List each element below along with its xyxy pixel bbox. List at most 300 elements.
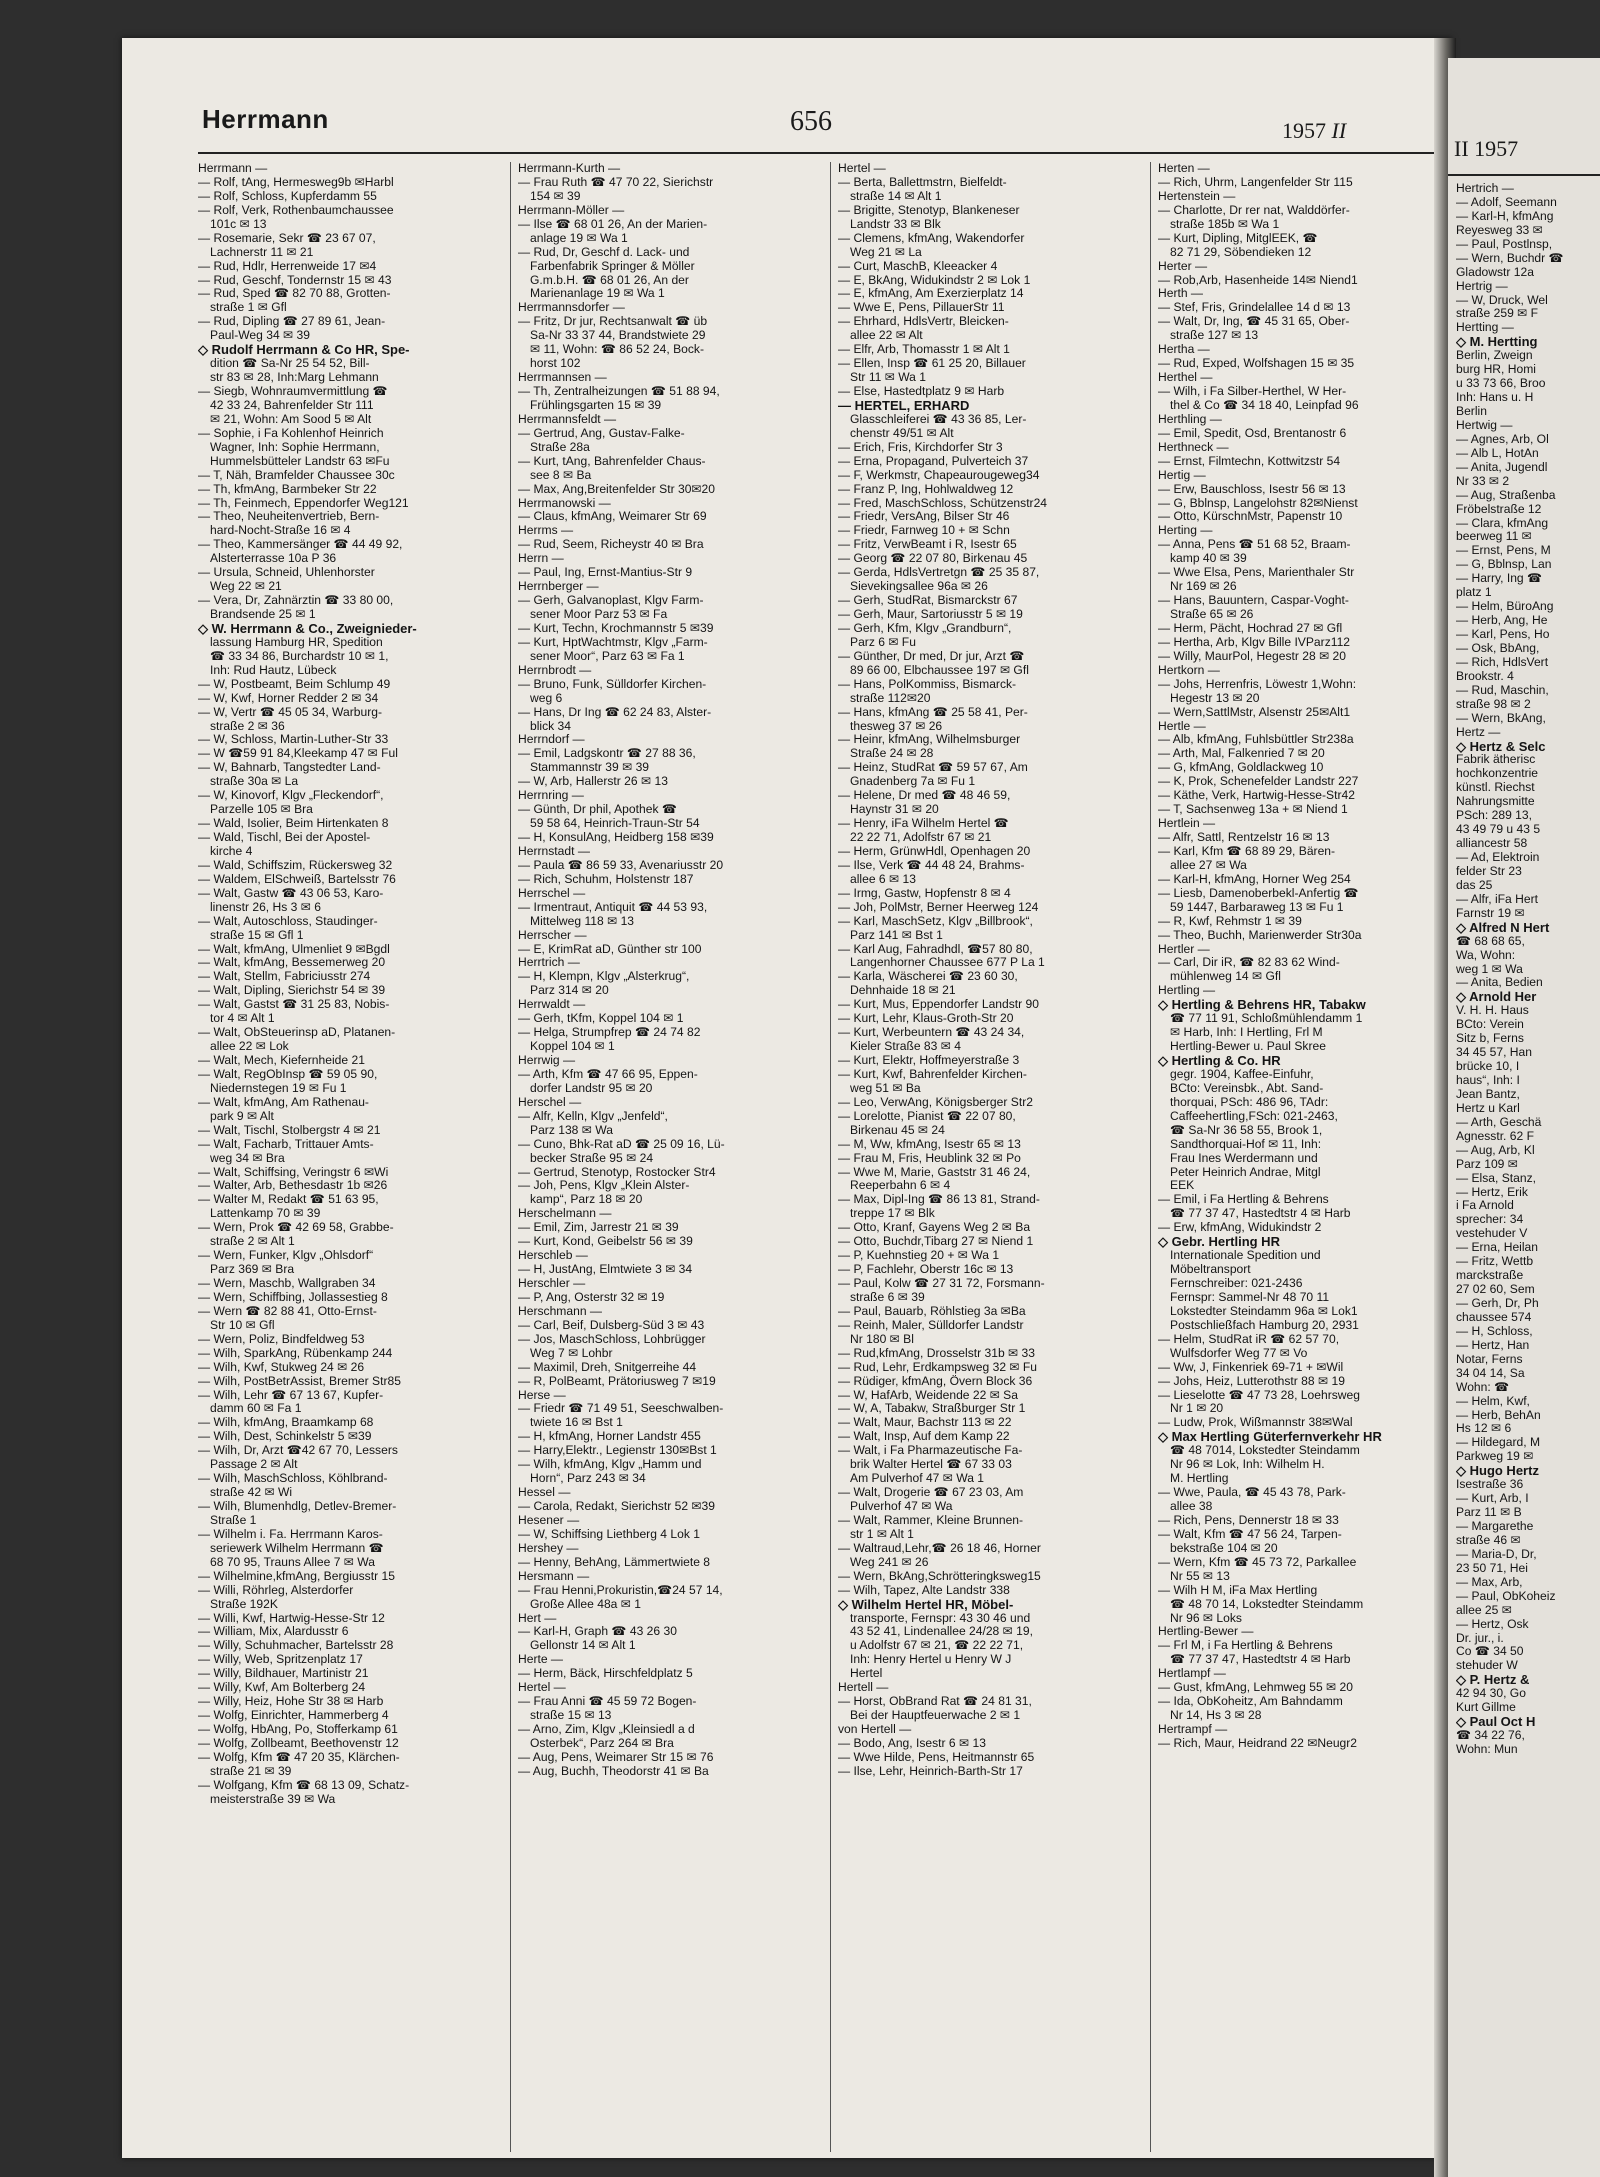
- directory-line: ☎ 33 34 86, Burchardstr 10 ✉ 1,: [210, 649, 389, 663]
- directory-line: EEK: [1170, 1179, 1195, 1193]
- directory-line: — Charlotte, Dr rer nat, Walddörfer-: [1158, 203, 1350, 217]
- directory-line: — Alb L, HotAn: [1456, 446, 1539, 460]
- directory-line: — Kurt, Kond, Geibelstr 56 ✉ 39: [518, 1235, 693, 1249]
- directory-line: — R, Kwf, Rehmstr 1 ✉ 39: [1158, 914, 1302, 928]
- directory-line: — Kurt, Werbeuntern ☎ 43 24 34,: [838, 1026, 1025, 1040]
- directory-line: Parz 314 ✉ 20: [530, 984, 609, 998]
- directory-line: — Frl M, i Fa Hertling & Behrens: [1158, 1639, 1333, 1653]
- directory-line: hard-Nocht-Straße 16 ✉ 4: [210, 524, 351, 538]
- directory-line: — Rolf, Verk, Rothenbaumchaussee: [198, 203, 394, 217]
- directory-line: — Curt, MaschB, Kleeacker 4: [838, 259, 998, 273]
- directory-line: Glasschleiferei ☎ 43 36 85, Ler-: [850, 412, 1027, 426]
- directory-line: — Karla, Wäscherei ☎ 23 60 30,: [838, 970, 1018, 984]
- directory-line: anlage 19 ✉ Wa 1: [530, 231, 628, 245]
- directory-line: 43 52 41, Lindenallee 24/28 ✉ 19,: [850, 1625, 1033, 1639]
- directory-line: allee 22 ✉ Lok: [210, 1040, 289, 1054]
- directory-line: Langenhorner Chaussee 677 P La 1: [850, 956, 1045, 970]
- directory-line: straße 2 ✉ Alt 1: [210, 1235, 295, 1249]
- directory-line: — Karl Aug, Fahradhdl, ☎57 80 80,: [838, 942, 1033, 956]
- directory-line: Herrndorf —: [518, 733, 585, 747]
- directory-line: — Hans, PolKommiss, Bismarck-: [838, 677, 1017, 691]
- directory-line: Hertrich —: [1456, 182, 1514, 195]
- directory-line: — Rich, Uhrm, Langenfelder Str 115: [1158, 175, 1353, 189]
- directory-line: Brandsende 25 ✉ 1: [210, 608, 316, 621]
- directory-line: — Carola, Redakt, Sierichstr 52 ✉39: [518, 1500, 715, 1513]
- directory-line: — Georg ☎ 22 07 80, Birkenau 45: [838, 552, 1028, 566]
- directory-line: — Gertrud, Stenotyp, Rostocker Str4: [518, 1165, 716, 1179]
- directory-line: — Stef, Fris, Grindelallee 14 d ✉ 13: [1158, 301, 1351, 315]
- directory-line: — Arth, Geschä: [1456, 1115, 1542, 1129]
- directory-line: Jean Bantz,: [1456, 1087, 1520, 1101]
- directory-column-2: [518, 162, 822, 2152]
- directory-line: Möbeltransport: [1170, 1263, 1251, 1277]
- directory-line: Sa-Nr 33 37 44, Brandstwiete 29: [530, 329, 706, 343]
- directory-line: Notar, Ferns: [1456, 1352, 1523, 1366]
- directory-line: Internationale Spedition und: [1170, 1249, 1321, 1263]
- directory-line: — Bruno, Funk, Sülldorfer Kirchen-: [518, 677, 707, 691]
- directory-line: bekstraße 104 ✉ 20: [1170, 1541, 1278, 1555]
- directory-line: — Wilhelm i. Fa. Herrmann Karos-: [198, 1527, 383, 1541]
- directory-line: Inh: Rud Hautz, Lübeck: [210, 663, 337, 677]
- directory-line: Hertell —: [838, 1681, 889, 1695]
- directory-line: — Berta, Ballettmstrn, Bielfeldt-: [838, 175, 1007, 189]
- directory-line: — R, PolBeamt, Prätoriusweg 7 ✉19: [518, 1374, 716, 1388]
- directory-line: — Hertz, Han: [1456, 1338, 1530, 1352]
- directory-line: Herte —: [518, 1653, 564, 1667]
- directory-line: — Hertz, Erik: [1456, 1185, 1528, 1199]
- directory-line: straße 1 ✉ Gfl: [210, 301, 287, 315]
- directory-line: — Kurt, Mus, Eppendorfer Landstr 90: [838, 998, 1039, 1012]
- directory-line: — Rud, Exped, Wolfshagen 15 ✉ 35: [1158, 357, 1355, 371]
- directory-line: Herthel —: [1158, 371, 1213, 385]
- directory-line: allee 27 ✉ Wa: [1170, 858, 1247, 872]
- directory-line: — Wilh, kfmAng, Braamkamp 68: [198, 1416, 374, 1430]
- directory-line: becker Straße 95 ✉ 24: [530, 1151, 654, 1165]
- directory-line: Herrmann-Möller —: [518, 203, 625, 217]
- directory-line: — P, Kuehnstieg 20 + ✉ Wa 1: [838, 1249, 1000, 1263]
- header-rule: [198, 152, 1514, 154]
- directory-line: — Waltraud,Lehr,☎ 26 18 46, Horner: [838, 1541, 1041, 1555]
- directory-line: — Karl-H, kfmAng: [1456, 209, 1554, 223]
- directory-line: — Siegb, Wohnraumvermittlung ☎: [198, 385, 388, 398]
- directory-line: 23 50 71, Hei: [1456, 1561, 1528, 1575]
- directory-line: ◇ Hugo Hertz: [1456, 1464, 1539, 1479]
- directory-line: — Else, Hastedtplatz 9 ✉ Harb: [838, 385, 1005, 398]
- directory-line: 154 ✉ 39: [530, 189, 581, 203]
- directory-line: straße 42 ✉ Wi: [210, 1486, 293, 1500]
- directory-line: — Kurt, Techn, Krochmannstr 5 ✉39: [518, 621, 714, 635]
- directory-line: — Willy, Heiz, Hohe Str 38 ✉ Harb: [198, 1695, 384, 1709]
- directory-line: sprecher: 34: [1456, 1213, 1524, 1227]
- directory-line: — William, Mix, Alardusstr 6: [198, 1625, 349, 1639]
- directory-line: — Max, Dipl-Ing ☎ 86 13 81, Strand-: [838, 1193, 1040, 1207]
- directory-line: — Kurt, Kwf, Bahrenfelder Kirchen-: [838, 1067, 1027, 1081]
- directory-line: Herschleb —: [518, 1249, 588, 1263]
- directory-line: Sievekingsallee 96a ✉ 26: [850, 580, 988, 594]
- directory-line: — Wern, Funker, Klgv „Ohlsdorf“: [198, 1249, 374, 1263]
- directory-line: Parz 11 ✉ B: [1456, 1506, 1522, 1520]
- directory-line: — W, Schloss, Martin-Luther-Str 33: [198, 733, 389, 747]
- directory-line: Lattenkamp 70 ✉ 39: [210, 1207, 321, 1221]
- directory-line: ◇ Alfred N Hert: [1456, 920, 1550, 935]
- directory-line: — P, Ang, Osterstr 32 ✉ 19: [518, 1290, 665, 1304]
- directory-line: Herrscher —: [518, 928, 587, 942]
- directory-line: — T, Näh, Bramfelder Chaussee 30c: [198, 468, 395, 482]
- directory-line: ◇ M. Hertting: [1456, 335, 1538, 350]
- directory-line: — Maria-D, Dr,: [1456, 1547, 1537, 1561]
- directory-line: — Karl, Kfm ☎ 68 89 29, Bären-: [1158, 844, 1336, 858]
- directory-line: — H, kfmAng, Horner Landstr 455: [518, 1430, 701, 1444]
- directory-line: thel & Co ☎ 34 18 40, Leinpfad 96: [1170, 398, 1359, 412]
- directory-line: — Walt, Gastw ☎ 43 06 53, Karo-: [198, 886, 384, 900]
- directory-line: — Herm, GrünwHdl, Openhagen 20: [838, 844, 1031, 858]
- directory-line: marckstraße: [1456, 1269, 1524, 1283]
- directory-line: — Rüdiger, kfmAng, Övern Block 36: [838, 1374, 1033, 1388]
- directory-line: Hersmann —: [518, 1569, 590, 1583]
- directory-line: — Gerh, Dr, Ph: [1456, 1297, 1539, 1310]
- directory-line: — Helm, Kwf,: [1456, 1394, 1530, 1408]
- directory-line: Herrschel —: [518, 886, 586, 900]
- directory-line: — Adolf, Seemann: [1456, 195, 1557, 209]
- directory-line: sener Moor“, Parz 63 ✉ Fa 1: [530, 649, 685, 663]
- directory-line: — Kurt, tAng, Bahrenfelder Chaus-: [518, 454, 706, 468]
- directory-line: — Wald, Tischl, Bei der Apostel-: [198, 831, 371, 844]
- directory-line: str 83 ✉ 28, Inh:Marg Lehmann: [210, 371, 379, 385]
- directory-line: künstl. Riechst: [1456, 781, 1535, 795]
- directory-line: straße 6 ✉ 39: [850, 1290, 925, 1304]
- directory-line: u 33 73 66, Broo: [1456, 377, 1546, 391]
- directory-line: Hertler —: [1158, 942, 1210, 956]
- directory-line: — Walt, Rammer, Kleine Brunnen-: [838, 1513, 1024, 1527]
- directory-line: Hertenstein —: [1158, 189, 1236, 203]
- directory-line: Paul-Weg 34 ✉ 39: [210, 329, 310, 343]
- directory-line: ◇ Max Hertling Güterfernverkehr HR: [1158, 1430, 1382, 1445]
- directory-line: — W, Postbeamt, Beim Schlump 49: [198, 677, 391, 691]
- directory-line: Straße 28a: [530, 440, 590, 454]
- directory-line: — Gerh, Kfm, Klgv „Grandburn“,: [838, 621, 1012, 635]
- directory-line: — Hans, Dr Ing ☎ 62 24 83, Alster-: [518, 705, 712, 719]
- directory-line: Herrmann-Kurth —: [518, 162, 621, 175]
- directory-line: — Anita, Bedien: [1456, 976, 1543, 990]
- directory-line: — Willy, MaurPol, Hegestr 28 ✉ 20: [1158, 649, 1347, 663]
- directory-line: — W ☎59 91 84,Kleekamp 47 ✉ Ful: [198, 747, 398, 761]
- directory-line: — Kurt, Elektr, Hoffmeyerstraße 3: [838, 1054, 1020, 1067]
- directory-line: Inh: Hans u. H: [1456, 391, 1534, 405]
- directory-line: — Paula ☎ 86 59 33, Avenariusstr 20: [518, 858, 724, 872]
- directory-line: beerweg 11 ✉: [1456, 530, 1532, 544]
- directory-line: — Frau Henni,Prokuristin,☎24 57 14,: [518, 1583, 723, 1597]
- directory-line: — Herm, Pächt, Hochrad 27 ✉ Gfl: [1158, 621, 1343, 635]
- directory-line: seriewerk Wilhelm Herrmann ☎: [210, 1541, 384, 1555]
- directory-line: Herthneck —: [1158, 440, 1229, 454]
- directory-line: — Rud, Maschin,: [1456, 683, 1549, 697]
- directory-line: Nr 96 ✉ Loks: [1170, 1611, 1242, 1625]
- directory-line: Hertlein —: [1158, 817, 1216, 831]
- directory-line: chaussee 574: [1456, 1310, 1532, 1324]
- directory-line: — Harry, Ing ☎: [1456, 572, 1543, 586]
- directory-line: — Rolf, Schloss, Kupferdamm 55: [198, 189, 377, 203]
- directory-line: Fernschreiber: 021-2436: [1170, 1277, 1303, 1290]
- directory-line: Hertkorn —: [1158, 663, 1220, 677]
- directory-line: — Friedr, Farnweg 10 + ✉ Schn: [838, 524, 1010, 538]
- directory-line: — Paul, Ing, Ernst-Mantius-Str 9: [518, 566, 693, 580]
- directory-line: Wulfsdorfer Weg 77 ✉ Vo: [1170, 1346, 1308, 1360]
- directory-line: — Rud,kfmAng, Drosselstr 31b ✉ 33: [838, 1346, 1035, 1360]
- directory-line: Herrmannsfeldt —: [518, 412, 617, 426]
- directory-line: straße 185b ✉ Wa 1: [1170, 217, 1280, 231]
- directory-line: Herrwig —: [518, 1054, 576, 1067]
- directory-line: — Karl-H, kfmAng, Horner Weg 254: [1158, 872, 1351, 886]
- directory-line: Nr 33 ✉ 2: [1456, 474, 1510, 488]
- directory-line: — W, Kinovorf, Klgv „Fleckendorf“,: [198, 789, 384, 803]
- directory-line: meisterstraße 39 ✉ Wa: [210, 1792, 336, 1806]
- directory-line: Hertling-Bewer —: [1158, 1625, 1254, 1639]
- directory-line: — E, KrimRat aD, Günther str 100: [518, 942, 702, 956]
- directory-line: — Paul, Kolw ☎ 27 31 72, Forsmann-: [838, 1277, 1045, 1290]
- directory-line: ✉ 21, Wohn: Am Sood 5 ✉ Alt: [210, 412, 372, 426]
- directory-line: hochkonzentrie: [1456, 767, 1539, 781]
- directory-line: — Wilh, kfmAng, Klgv „Hamm und: [518, 1458, 702, 1472]
- directory-line: transporte, Fernspr: 43 30 46 und: [850, 1611, 1031, 1625]
- directory-line: weg 51 ✉ Ba: [850, 1081, 921, 1095]
- directory-line: damm 60 ✉ Fa 1: [210, 1402, 302, 1416]
- directory-line: — Wern, Maschb, Wallgraben 34: [198, 1277, 376, 1290]
- directory-line: — Theo, Neuheitenvertrieb, Bern-: [198, 510, 380, 524]
- directory-line: — Wald, Schiffszim, Rückersweg 32: [198, 858, 393, 872]
- directory-line: Wagner, Inh: Sophie Herrmann,: [210, 440, 380, 454]
- directory-line: tor 4 ✉ Alt 1: [210, 1012, 275, 1026]
- directory-line: stehuder W: [1456, 1659, 1518, 1673]
- directory-line: Hertling-Bewer u. Paul Skree: [1170, 1040, 1326, 1054]
- directory-line: — Arth, Mal, Falkenried 7 ✉ 20: [1158, 747, 1325, 761]
- directory-line: — Wolfg, Zollbeamt, Beethovenstr 12: [198, 1736, 399, 1750]
- directory-line: — Wwe Elsa, Pens, Marienthaler Str: [1158, 566, 1355, 580]
- directory-line: — Anita, Jugendl: [1456, 460, 1548, 474]
- directory-line: lassung Hamburg HR, Spedition: [210, 635, 383, 649]
- directory-line: Lokstedter Steindamm 96a ✉ Lok1: [1170, 1304, 1358, 1318]
- directory-line: Am Pulverhof 47 ✉ Wa 1: [850, 1472, 985, 1486]
- directory-line: — Walt, Maur, Bachstr 113 ✉ 22: [838, 1416, 1012, 1430]
- directory-line: G.m.b.H. ☎ 68 01 26, An der: [530, 273, 689, 287]
- directory-line: — Alfr, Kelln, Klgv „Jenfeld“,: [518, 1109, 668, 1123]
- directory-line: Herse —: [518, 1388, 566, 1402]
- directory-line: sener Moor Parz 53 ✉ Fa: [530, 608, 668, 621]
- directory-line: — Wwe Hilde, Pens, Heitmannstr 65: [838, 1750, 1035, 1764]
- directory-line: — Ernst, Pens, M: [1456, 544, 1551, 558]
- directory-line: treppe 17 ✉ Blk: [850, 1207, 935, 1221]
- directory-line: — Max, Arb,: [1456, 1575, 1523, 1589]
- directory-line: — G, kfmAng, Goldlackweg 10: [1158, 761, 1324, 775]
- directory-line: — Kurt, Lehr, Klaus-Groth-Str 20: [838, 1012, 1014, 1026]
- directory-line: — Alb, kfmAng, Fuhlsbüttler Str238a: [1158, 733, 1354, 747]
- directory-line: twiete 16 ✉ Bst 1: [530, 1416, 623, 1430]
- directory-line: — Aug, Straßenba: [1456, 488, 1556, 502]
- directory-line: — Walter M, Redakt ☎ 51 63 95,: [198, 1193, 379, 1207]
- directory-line: straße 259 ✉ F: [1456, 307, 1539, 321]
- directory-line: — Rich, Maur, Heidrand 22 ✉Neugr2: [1158, 1736, 1358, 1750]
- directory-line: — Karl, MaschSetz, Klgv „Billbrook“,: [838, 914, 1033, 928]
- directory-line: — Fritz, Wettb: [1456, 1255, 1534, 1269]
- directory-line: — Willy, Bildhauer, Martinistr 21: [198, 1667, 369, 1681]
- directory-line: Dr. jur., i.: [1456, 1631, 1504, 1645]
- directory-line: Str 11 ✉ Wa 1: [850, 371, 926, 385]
- directory-line: linenstr 26, Hs 3 ✉ 6: [210, 900, 321, 914]
- directory-line: — Ellen, Insp ☎ 61 25 20, Billauer: [838, 357, 1026, 371]
- directory-line: — Wern, BkAng,Schrötteringksweg15: [838, 1569, 1041, 1583]
- directory-line: Herrnbrodt —: [518, 663, 592, 677]
- directory-line: Herthling —: [1158, 412, 1222, 426]
- directory-line: — Walt, Tischl, Stolbergstr 4 ✉ 21: [198, 1123, 381, 1137]
- directory-line: — Rud, Dipling ☎ 27 89 61, Jean-: [198, 315, 386, 329]
- directory-line: Kurt Gillme: [1456, 1701, 1516, 1715]
- directory-line: — Frau Ruth ☎ 47 70 22, Sierichstr: [518, 175, 714, 189]
- directory-line: — Käthe, Verk, Hartwig-Hesse-Str42: [1158, 789, 1355, 803]
- directory-line: — Walt, Dipling, Sierichstr 54 ✉ 39: [198, 984, 386, 998]
- directory-column-4: [1158, 162, 1462, 2152]
- directory-line: thorquai, PSch: 486 96, TAdr:: [1170, 1095, 1329, 1109]
- directory-line: ☎ 77 37 47, Hastedtstr 4 ✉ Harb: [1170, 1653, 1351, 1667]
- directory-line: — Walt, kfmAng, Am Rathenau-: [198, 1095, 369, 1109]
- directory-line: — Cuno, Bhk-Rat aD ☎ 25 09 16, Lü-: [518, 1137, 725, 1151]
- directory-line: V. H. H. Haus: [1456, 1004, 1529, 1018]
- directory-line: ◇ Hertz & Selc: [1456, 739, 1546, 754]
- directory-line: Hertrig —: [1456, 279, 1508, 293]
- directory-line: straße 15 ✉ 13: [530, 1709, 612, 1723]
- directory-line: — G, Bblnsp, Langelohstr 82✉Nienst: [1158, 496, 1358, 510]
- directory-line: — Emil, i Fa Hertling & Behrens: [1158, 1193, 1329, 1207]
- directory-line: — Alfr, Sattl, Rentzelstr 16 ✉ 13: [1158, 831, 1330, 844]
- directory-line: Fabrik ätherisc: [1456, 753, 1536, 767]
- directory-line: — Wwe M, Marie, Gaststr 31 46 24,: [838, 1165, 1031, 1179]
- directory-line: Hertrampf —: [1158, 1723, 1228, 1736]
- page-running-head: Herrmann: [202, 104, 329, 134]
- directory-line: — Walt, Drogerie ☎ 67 23 03, Am: [838, 1486, 1024, 1500]
- directory-line: — Gerh, StudRat, Bismarckstr 67: [838, 594, 1018, 608]
- directory-line: — W, Bahnarb, Tangstedter Land-: [198, 761, 381, 775]
- directory-line: — Ursula, Schneid, Uhlenhorster: [198, 566, 375, 580]
- directory-line: — Frau M, Fris, Heublink 32 ✉ Po: [838, 1151, 1021, 1165]
- directory-line: — Th, kfmAng, Barmbeker Str 22: [198, 482, 377, 496]
- directory-line: Frau Ines Werdermann und: [1170, 1151, 1318, 1165]
- directory-line: — Wilh, Dest, Schinkelstr 5 ✉39: [198, 1430, 372, 1444]
- directory-line: u Adolfstr 67 ✉ 21, ☎ 22 22 71,: [850, 1639, 1024, 1653]
- directory-line: — Ilse ☎ 68 01 26, An der Marien-: [518, 217, 708, 231]
- directory-line: — Wilh, Tapez, Alte Landstr 338: [838, 1583, 1010, 1597]
- directory-line: Herter —: [1158, 259, 1208, 273]
- directory-line: — Elfr, Arb, Thomasstr 1 ✉ Alt 1: [838, 343, 1010, 357]
- directory-line: Hert —: [518, 1611, 557, 1625]
- directory-line: — Wilhelmine,kfmAng, Bergiusstr 15: [198, 1569, 395, 1583]
- directory-line: straße 21 ✉ 39: [210, 1764, 292, 1778]
- directory-line: Herrmanowski —: [518, 496, 611, 510]
- directory-line: — Maximil, Dreh, Snitgerreihe 44: [518, 1360, 697, 1374]
- directory-line: — Wern, Kfm ☎ 45 73 72, Parkallee: [1158, 1555, 1357, 1569]
- directory-line: — Walt, ObSteuerinsp aD, Platanen-: [198, 1026, 396, 1040]
- directory-line: Parz 109 ✉: [1456, 1157, 1518, 1171]
- directory-line: Hertle —: [1158, 719, 1206, 733]
- directory-line: — Paul, ObKoheiz: [1456, 1589, 1556, 1603]
- column-divider: [510, 162, 511, 2152]
- directory-line: — Ernst, Filmtechn, Kottwitzstr 54: [1158, 454, 1341, 468]
- directory-line: — Emil, Zim, Jarrestr 21 ✉ 39: [518, 1221, 679, 1235]
- directory-line: weg 1 ✉ Wa: [1456, 962, 1523, 976]
- directory-line: 89 66 00, Elbchaussee 197 ✉ Gfl: [850, 663, 1029, 677]
- directory-line: Hertel —: [838, 162, 886, 175]
- directory-line: — Rud, Seem, Richeystr 40 ✉ Bra: [518, 538, 704, 552]
- directory-line: — W, A, Tabakw, Straßburger Str 1: [838, 1402, 1026, 1416]
- directory-line: — Wilh, Lehr ☎ 67 13 67, Kupfer-: [198, 1388, 384, 1402]
- directory-line: — Joh, PolMstr, Berner Heerweg 124: [838, 900, 1039, 914]
- directory-line: Agnesstr. 62 F: [1456, 1129, 1534, 1143]
- directory-line: — Leo, VerwAng, Königsberger Str2: [838, 1095, 1033, 1109]
- directory-line: Hertlampf —: [1158, 1667, 1226, 1681]
- directory-line: Gladowstr 12a: [1456, 265, 1534, 279]
- directory-line: — Willy, Web, Spritzenplatz 17: [198, 1653, 363, 1667]
- directory-line: 101c ✉ 13: [210, 217, 267, 231]
- directory-line: — H, Schloss,: [1456, 1324, 1533, 1338]
- directory-line: — Joh, Pens, Klgv „Klein Alster-: [518, 1179, 690, 1193]
- directory-line: — Walt, Kfm ☎ 47 56 24, Tarpen-: [1158, 1527, 1342, 1541]
- directory-line: ◇ P. Hertz &: [1456, 1673, 1530, 1688]
- directory-line: — Gerh, Maur, Sartoriusstr 5 ✉ 19: [838, 608, 1023, 621]
- directory-line: Farnstr 19 ✉: [1456, 906, 1525, 920]
- directory-line: — Johs, Heiz, Lutterothstr 88 ✉ 19: [1158, 1374, 1345, 1388]
- directory-page: [122, 38, 1452, 2158]
- directory-line: — Hertha, Arb, Klgv Bille IVParz112: [1158, 635, 1351, 649]
- directory-line: — Walt, RegObInsp ☎ 59 05 90,: [198, 1067, 378, 1081]
- directory-line: — Frau Anni ☎ 45 59 72 Bogen-: [518, 1695, 697, 1709]
- directory-line: — Wilh, PostBetrAssist, Bremer Str85: [198, 1374, 401, 1388]
- directory-line: — Heinr, kfmAng, Wilhelmsburger: [838, 733, 1021, 747]
- directory-line: Gnadenberg 7a ✉ Fu 1: [850, 775, 976, 789]
- directory-line: — E, kfmAng, Am Exerzierplatz 14: [838, 287, 1024, 301]
- directory-line: Herrnstadt —: [518, 844, 590, 858]
- directory-line: — G, Bblnsp, Lan: [1456, 558, 1552, 572]
- directory-line: — Willy, Schuhmacher, Bartelsstr 28: [198, 1639, 394, 1653]
- directory-line: — Th, Feinmech, Eppendorfer Weg121: [198, 496, 409, 510]
- directory-line: Sandthorquai-Hof ✉ 11, Inh:: [1170, 1137, 1322, 1151]
- directory-line: Hertz u Karl: [1456, 1101, 1520, 1115]
- directory-line: — Wern, BkAng,: [1456, 711, 1546, 725]
- directory-line: straße 2 ✉ 36: [210, 719, 285, 733]
- directory-line: — Walt, Dr, Ing, ☎ 45 31 65, Ober-: [1158, 315, 1350, 329]
- directory-line: — Rud, Dr, Geschf d. Lack- und: [518, 245, 690, 259]
- directory-line: allee 6 ✉ 13: [850, 872, 916, 886]
- directory-line: — Wilh, i Fa Silber-Herthel, W Her-: [1158, 385, 1347, 398]
- directory-line: — Helga, Strumpfrep ☎ 24 74 82: [518, 1026, 701, 1040]
- directory-line: ◇ Hertling & Behrens HR, Tabakw: [1158, 998, 1366, 1013]
- directory-line: Weg 21 ✉ La: [850, 245, 922, 259]
- directory-line: — Max, Ang,Breitenfelder Str 30✉20: [518, 482, 716, 496]
- directory-line: Herrmannsdorfer —: [518, 301, 625, 315]
- directory-line: — Ehrhard, HdlsVertr, Bleicken-: [838, 315, 1009, 329]
- directory-line: Inh: Henry Hertel u Henry W J: [850, 1653, 1012, 1667]
- directory-line: — W, Schiffsing Liethberg 4 Lok 1: [518, 1527, 700, 1541]
- directory-line: — Ww, J, Finkenriek 69-71 + ✉Wil: [1158, 1360, 1344, 1374]
- directory-line: M. Hertling: [1170, 1472, 1229, 1486]
- directory-line: Reyesweg 33 ✉: [1456, 223, 1543, 237]
- directory-line: Herting —: [1158, 524, 1213, 538]
- directory-line: — Karl, Pens, Ho: [1456, 628, 1550, 641]
- directory-line: — Vera, Dr, Zahnärztin ☎ 33 80 00,: [198, 594, 394, 608]
- directory-line: — P, Fachlehr, Oberstr 16c ✉ 13: [838, 1263, 1014, 1277]
- directory-line: — W, Druck, Wel: [1456, 293, 1548, 307]
- directory-line: Hertwig —: [1456, 418, 1513, 432]
- directory-line: — H, JustAng, Elmtwiete 3 ✉ 34: [518, 1263, 693, 1277]
- directory-line: Isestraße 36: [1456, 1478, 1524, 1492]
- directory-line: — Irmentraut, Antiquit ☎ 44 53 93,: [518, 900, 708, 914]
- directory-line: — Walt, Facharb, Trittauer Amts-: [198, 1137, 374, 1151]
